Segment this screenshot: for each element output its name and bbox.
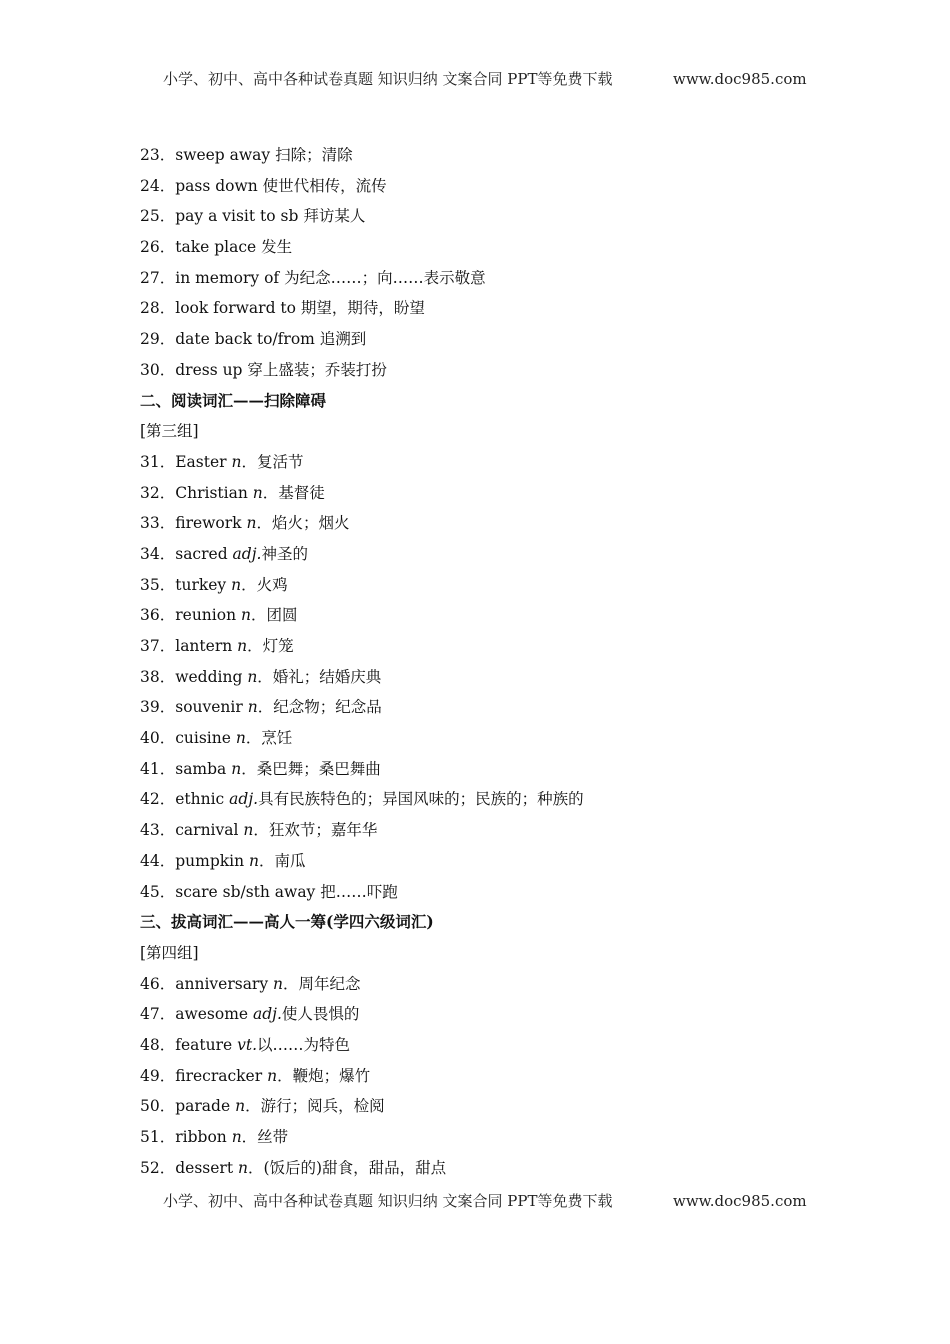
item-term: scare sb/sth away (175, 882, 321, 901)
item-definition: 拜访某人 (303, 207, 366, 226)
item-number: 44． (140, 851, 176, 870)
vocab-item (140, 201, 840, 232)
item-term: parade (175, 1097, 236, 1116)
item-part-of-speech: vt. (237, 1035, 258, 1054)
item-number: 51． (140, 1128, 176, 1146)
header-text: 小学、初中、高中各种试卷真题 知识归纳 文案合同 PPT等免费下载 (163, 70, 613, 88)
item-number: 39． (140, 698, 176, 717)
item-definition: 使人畏惧的 (281, 1005, 360, 1024)
item-part-of-speech: n (231, 759, 242, 778)
item-number: 37． (140, 637, 176, 655)
vocab-item (140, 723, 840, 754)
item-term: pay a visit to sb (175, 207, 304, 226)
item-number: 27． (140, 268, 176, 287)
item-term: firecracker (175, 1066, 268, 1085)
item-term: samba (175, 759, 232, 778)
footer-site: www.doc985.com (673, 1192, 807, 1210)
item-definition: ．丝带 (241, 1128, 289, 1146)
item-definition: ．鞭炮；爆竹 (277, 1066, 371, 1085)
item-definition: 穿上盛装；乔装打扮 (247, 360, 387, 379)
vocab-item (140, 754, 840, 785)
vocab-item (140, 846, 840, 877)
item-part-of-speech: adj. (253, 1005, 282, 1024)
item-number: 26． (140, 238, 176, 257)
item-definition: ．火鸡 (241, 575, 288, 594)
item-number: 35． (140, 575, 176, 594)
item-term: sweep away (175, 146, 276, 164)
item-definition: ．基督徒 (262, 483, 325, 502)
vocab-item (140, 692, 840, 723)
vocab-item (140, 662, 840, 693)
vocab-item (140, 478, 840, 509)
item-term: ribbon (175, 1128, 232, 1146)
vocab-item (140, 877, 840, 908)
vocab-item (140, 999, 840, 1030)
item-part-of-speech: n (247, 698, 258, 717)
vocab-item (140, 232, 840, 263)
item-part-of-speech: n (235, 729, 246, 748)
item-number: 50． (140, 1097, 176, 1116)
item-number: 49． (140, 1066, 176, 1085)
vocab-item (140, 355, 840, 386)
item-definition: ．南瓜 (259, 851, 306, 870)
item-term: wedding (175, 667, 248, 686)
page-footer (163, 1191, 807, 1211)
item-term: take place (175, 238, 262, 257)
item-number: 28． (140, 299, 176, 318)
group-label (140, 416, 840, 447)
item-number: 25． (140, 207, 176, 226)
item-part-of-speech: n (237, 1158, 248, 1177)
section-heading (140, 907, 840, 938)
vocab-item (140, 815, 840, 846)
item-term: dress up (175, 360, 248, 379)
item-number: 43． (140, 821, 176, 840)
vocab-item (140, 1061, 840, 1092)
item-definition: 期望，期待，盼望 (300, 299, 425, 318)
vocab-item (140, 539, 840, 570)
item-definition: 神圣的 (261, 544, 308, 563)
page-header (163, 69, 807, 89)
item-term: awesome (175, 1005, 253, 1024)
item-number: 31． (140, 452, 176, 471)
item-term: look forward to (175, 299, 301, 318)
item-term: in memory of (175, 268, 285, 287)
item-term: Easter (175, 452, 232, 471)
item-term: dessert (175, 1158, 238, 1177)
vocabulary-list (140, 140, 840, 1183)
header-site: www.doc985.com (673, 70, 807, 88)
vocab-item (140, 631, 840, 662)
item-part-of-speech: n (240, 606, 251, 625)
item-definition: ．周年纪念 (283, 974, 361, 993)
item-definition: ．复活节 (241, 452, 304, 471)
item-term: anniversary (175, 974, 274, 993)
item-definition: 具有民族特色的；异国风味的；民族的；种族的 (258, 790, 584, 809)
item-number: 24． (140, 176, 176, 195)
item-definition: ．狂欢节；嘉年华 (253, 821, 378, 840)
item-definition: 把……吓跑 (320, 882, 398, 901)
section-heading (140, 386, 840, 417)
item-number: 36． (140, 606, 176, 625)
item-number: 29． (140, 330, 176, 349)
item-term: lantern (175, 637, 238, 655)
item-definition: 追溯到 (319, 330, 367, 349)
group-label-text: [第三组] (140, 422, 199, 441)
section-heading-text: 二、阅读词汇——扫除障碍 (140, 390, 327, 410)
vocab-item (140, 140, 840, 171)
item-definition: 以……为特色 (257, 1035, 351, 1054)
item-number: 42． (140, 790, 176, 809)
item-part-of-speech: n (231, 575, 242, 594)
item-number: 48． (140, 1035, 176, 1054)
item-part-of-speech: adj. (229, 790, 259, 809)
footer-text: 小学、初中、高中各种试卷真题 知识归纳 文案合同 PPT等免费下载 (163, 1192, 613, 1210)
item-term: souvenir (175, 698, 248, 717)
item-number: 46． (140, 974, 176, 993)
item-definition: ．团圆 (250, 606, 298, 625)
item-part-of-speech: n (235, 1097, 246, 1116)
group-label (140, 938, 840, 969)
vocab-item (140, 447, 840, 478)
vocab-item (140, 969, 840, 1000)
vocab-item (140, 1122, 840, 1153)
item-part-of-speech: n (237, 637, 248, 655)
item-definition: ．焰火；烟火 (256, 514, 350, 533)
vocab-item (140, 324, 840, 355)
item-definition: ．婚礼；结婚庆典 (257, 667, 382, 686)
item-part-of-speech: n (247, 667, 258, 686)
vocab-item (140, 263, 840, 294)
item-number: 34． (140, 544, 176, 563)
vocab-item (140, 570, 840, 601)
item-definition: ．桑巴舞；桑巴舞曲 (241, 759, 381, 778)
item-part-of-speech: n (252, 483, 263, 502)
item-term: turkey (175, 575, 232, 594)
item-term: reunion (175, 606, 241, 625)
item-definition: ．灯笼 (247, 637, 294, 655)
item-number: 52． (140, 1158, 176, 1177)
group-label-text: [第四组] (140, 943, 199, 962)
item-number: 40． (140, 729, 176, 748)
item-term: firework (175, 514, 247, 533)
item-part-of-speech: n (267, 1066, 278, 1085)
item-definition: 使世代相传，流传 (262, 176, 387, 195)
item-part-of-speech: adj. (232, 544, 262, 563)
section-heading-text: 三、拔高词汇——高人一筹(学四六级词汇) (140, 912, 434, 932)
item-number: 32． (140, 483, 176, 502)
item-number: 41． (140, 759, 176, 778)
vocab-item (140, 1091, 840, 1122)
item-term: carnival (175, 821, 244, 840)
item-term: ethnic (175, 790, 230, 809)
item-number: 30． (140, 360, 176, 379)
item-part-of-speech: n (249, 851, 260, 870)
vocab-item (140, 293, 840, 324)
item-term: Christian (175, 483, 253, 502)
item-term: cuisine (175, 729, 236, 748)
item-part-of-speech: n (246, 514, 257, 533)
item-term: sacred (175, 544, 233, 563)
vocab-item (140, 508, 840, 539)
item-definition: ．游行；阅兵，检阅 (245, 1097, 385, 1116)
item-definition: ．(饭后的)甜食，甜品，甜点 (247, 1158, 447, 1177)
item-definition: ．烹饪 (245, 729, 293, 748)
item-part-of-speech: n (243, 821, 254, 840)
vocab-item (140, 1153, 840, 1184)
vocab-item (140, 600, 840, 631)
vocab-item (140, 1030, 840, 1061)
item-definition: 扫除；清除 (275, 146, 353, 164)
item-term: pumpkin (175, 851, 250, 870)
item-term: date back to/from (175, 330, 320, 349)
item-number: 33． (140, 514, 176, 533)
item-number: 45． (140, 882, 176, 901)
item-part-of-speech: n (273, 974, 284, 993)
item-term: pass down (175, 176, 263, 195)
item-definition: ．纪念物；纪念品 (257, 698, 382, 717)
item-term: feature (175, 1035, 238, 1054)
item-part-of-speech: n (231, 1128, 242, 1146)
item-definition: 为纪念……；向……表示敬意 (284, 268, 486, 287)
vocab-item (140, 171, 840, 202)
vocab-item (140, 784, 840, 815)
item-definition: 发生 (261, 238, 293, 257)
item-part-of-speech: n (231, 452, 242, 471)
item-number: 23． (140, 146, 176, 164)
item-number: 38． (140, 667, 176, 686)
item-number: 47． (140, 1005, 176, 1024)
